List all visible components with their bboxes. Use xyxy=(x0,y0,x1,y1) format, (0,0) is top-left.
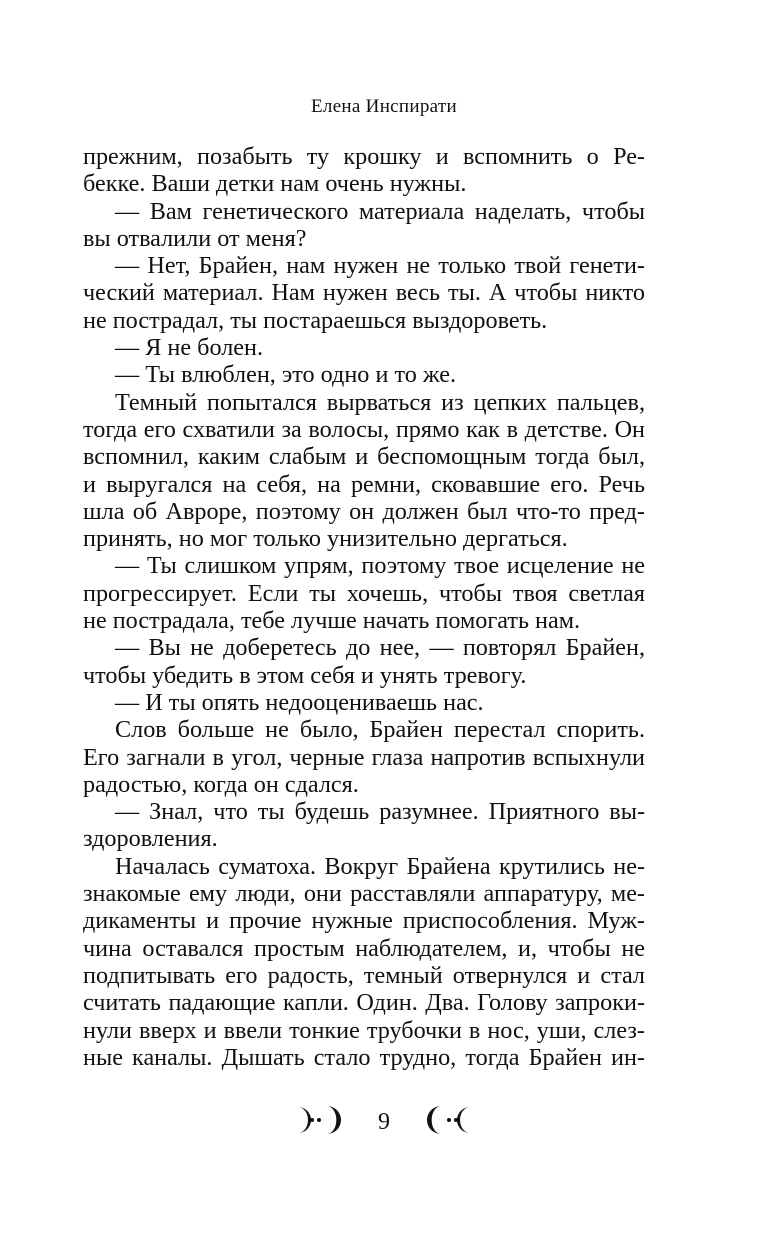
text-line: Темный попытался вырваться из цепких пальцев, xyxy=(115,388,645,416)
text-line: подпитывать его радость, темный отвернулся и стал xyxy=(83,961,645,989)
text-line: — И ты опять недооцениваешь нас. xyxy=(115,688,484,716)
text-line: Его загнали в угол, черные глаза напротив вспыхнули xyxy=(83,743,645,771)
text-line: Слов больше не было, Брайен перестал спорить. xyxy=(115,716,645,744)
text-line: — Вам генетического материала наделать, чтобы xyxy=(115,197,645,225)
moon-ornament-left-icon xyxy=(288,1103,348,1142)
text-line: ческий материал. Нам нужен весь ты. А чтобы никто xyxy=(83,279,645,307)
main-text-block xyxy=(83,143,645,1071)
page-footer xyxy=(0,1103,768,1142)
text-line: — Вы не доберетесь до нее, — повторял Брайен, xyxy=(115,634,645,662)
text-line: и выругался на себя, на ремни, сковавшие его. Речь xyxy=(83,470,645,498)
text-line: вы отвалили от меня? xyxy=(83,224,307,252)
text-line: радостью, когда он сдался. xyxy=(83,770,359,798)
text-line: знакомые ему люди, они расставляли аппаратуру, ме- xyxy=(83,880,645,908)
text-line: шла об Авроре, поэтому он должен был что-то пред- xyxy=(83,497,645,525)
text-line: тогда его схватили за волосы, прямо как в детстве. Он xyxy=(83,415,645,443)
text-line: дикаменты и прочие нужные приспособления. Муж- xyxy=(83,907,645,935)
text-line: нули вверх и ввели тонкие трубочки в нос, уши, слез- xyxy=(83,1016,645,1044)
text-line: принять, но мог только унизительно дергаться. xyxy=(83,525,568,553)
running-header: Елена Инспирати xyxy=(311,96,457,117)
text-line: не пострадал, ты постараешься выздороветь. xyxy=(83,306,548,334)
text-line: — Знал, что ты будешь разумнее. Приятного вы- xyxy=(115,798,645,826)
text-line: — Нет, Брайен, нам нужен не только твой генети- xyxy=(115,252,645,280)
moon-ornament-right-icon xyxy=(420,1103,480,1142)
text-line: ные каналы. Дышать стало трудно, тогда Брайен ин- xyxy=(83,1043,645,1071)
text-line: не пострадала, тебе лучше начать помогать нам. xyxy=(83,607,581,635)
text-line: вспомнил, каким слабым и беспомощным тогда был, xyxy=(83,443,645,471)
text-line: бекке. Ваши детки нам очень нужны. xyxy=(83,170,467,198)
text-line: — Ты влюблен, это одно и то же. xyxy=(115,361,457,389)
text-line: Началась суматоха. Вокруг Брайена крутились не- xyxy=(115,852,645,880)
page-number: 9 xyxy=(378,1109,390,1135)
text-line: здоровления. xyxy=(83,825,218,853)
text-line: — Ты слишком упрям, поэтому твое исцеление не xyxy=(115,552,645,580)
text-line: прогрессирует. Если ты хочешь, чтобы твоя светлая xyxy=(83,579,645,607)
text-line: чтобы убедить в этом себя и унять тревогу. xyxy=(83,661,527,689)
text-line: — Я не болен. xyxy=(115,334,264,362)
text-line: прежним, позабыть ту крошку и вспомнить о Ре- xyxy=(83,143,645,170)
text-line: чина оставался простым наблюдателем, и, чтобы не xyxy=(83,934,645,962)
text-line: считать падающие капли. Один. Два. Голову запроки- xyxy=(83,989,645,1017)
